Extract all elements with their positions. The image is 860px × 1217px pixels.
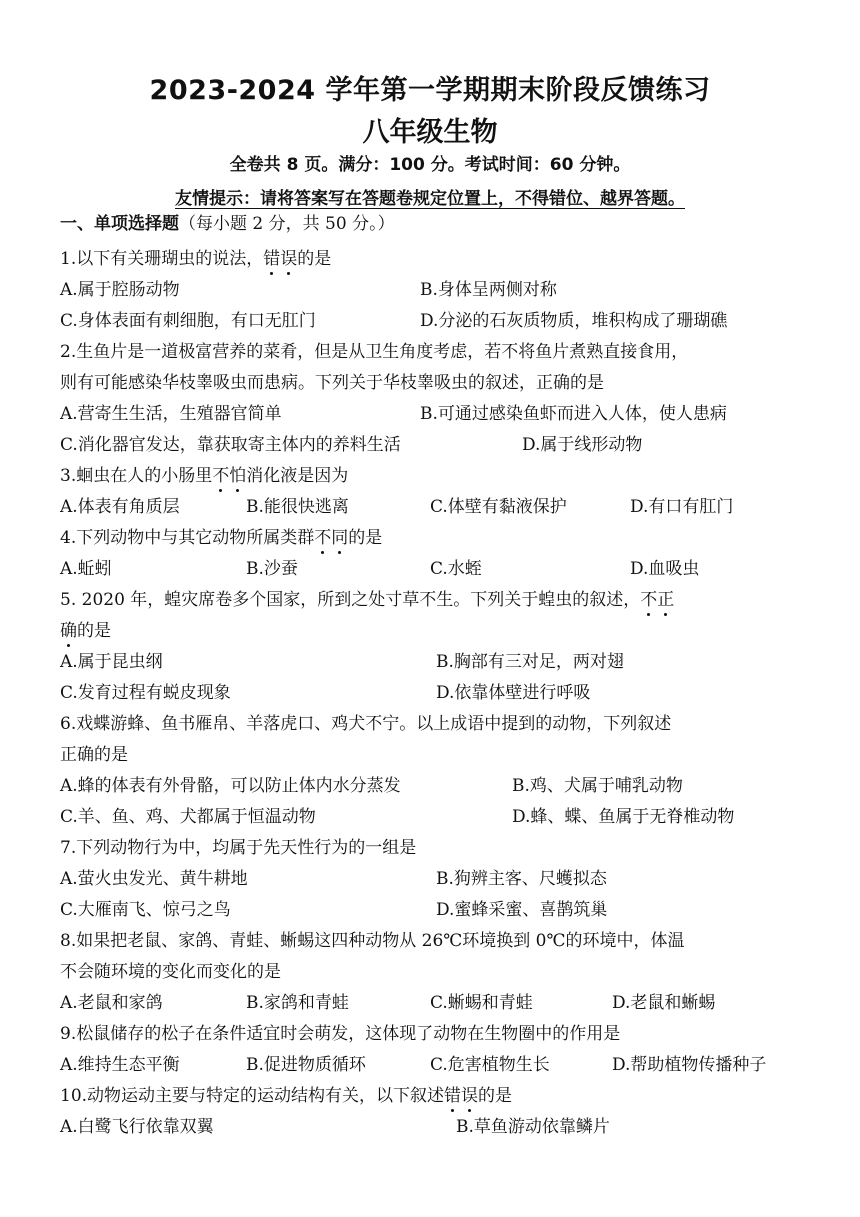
- question-9-option-b[interactable]: B.促进物质循环: [246, 1055, 366, 1075]
- question-8-option-b[interactable]: B.家鸽和青蛙: [246, 993, 349, 1013]
- question-1-option-a[interactable]: A.属于腔肠动物: [60, 280, 180, 300]
- question-5-option-d[interactable]: D.依靠体壁进行呼吸: [436, 683, 591, 703]
- question-2-stem-line-2: 则有可能感染华枝睾吸虫而患病。下列关于华枝睾吸虫的叙述，正确的是: [60, 373, 604, 393]
- question-4-stem: [60, 527, 382, 549]
- emphasis-word: 确: [60, 621, 77, 641]
- question-text: 4.下列动物中与其它动物所属类群: [60, 528, 315, 548]
- exam-tip: 友情提示：请将答案写在答题卷规定位置上，不得错位、越界答题。: [175, 189, 685, 209]
- question-8-option-c[interactable]: C.蜥蜴和青蛙: [430, 993, 533, 1013]
- question-text: 的是: [348, 528, 383, 548]
- question-7-stem: 7.下列动物行为中，均属于先天性行为的一组是: [60, 838, 417, 858]
- emphasis-dot: [664, 613, 667, 616]
- question-text: 10.动物运动主要与特定的运动结构有关，以下叙述: [60, 1086, 445, 1106]
- question-9-option-a[interactable]: A.维持生态平衡: [60, 1055, 180, 1075]
- question-1-option-b[interactable]: B.身体呈两侧对称: [420, 280, 557, 300]
- emphasis-dot: [321, 551, 324, 554]
- question-5-stem-line-1: [60, 589, 674, 611]
- question-4-option-c[interactable]: C.水蛭: [430, 559, 482, 579]
- question-5-stem-line-2: [60, 620, 111, 642]
- question-7-option-a[interactable]: A.萤火虫发光、黄牛耕地: [60, 869, 248, 889]
- emphasis-text: [60, 621, 77, 641]
- question-6-option-b[interactable]: B.鸡、犬属于哺乳动物: [512, 776, 683, 796]
- question-5-option-a[interactable]: A.属于昆虫纲: [60, 652, 163, 672]
- question-text: 的是: [77, 621, 111, 641]
- question-2-stem-line-1: 2.生鱼片是一道极富营养的菜肴，但是从卫生角度考虑，若不将鱼片煮熟直接食用，: [60, 342, 689, 362]
- question-text: 1.以下有关珊瑚虫的说法，: [60, 249, 264, 269]
- question-3-option-a[interactable]: A.体表有角质层: [60, 497, 180, 517]
- question-8-option-a[interactable]: A.老鼠和家鸽: [60, 993, 163, 1013]
- question-3-option-b[interactable]: B.能很快逃离: [246, 497, 349, 517]
- emphasis-word: 不同: [314, 528, 349, 548]
- question-7-option-b[interactable]: B.狗辨主客、尺蠖拟态: [436, 869, 607, 889]
- question-3-stem: [60, 465, 348, 487]
- question-2-option-d[interactable]: D.属于线形动物: [522, 435, 643, 455]
- question-6-option-c[interactable]: C.羊、鱼、鸡、犬都属于恒温动物: [60, 807, 316, 827]
- emphasis-dot: [236, 489, 239, 492]
- emphasis-dot: [287, 272, 290, 275]
- question-7-option-d[interactable]: D.蜜蜂采蜜、喜鹊筑巢: [436, 900, 608, 920]
- question-text: 的是: [478, 1086, 513, 1106]
- emphasis-word: 错误: [263, 249, 298, 269]
- emphasis-dot: [338, 551, 341, 554]
- question-6-option-a[interactable]: A.蜂的体表有外骨骼，可以防止体内水分蒸发: [60, 776, 401, 796]
- emphasis-dot: [270, 272, 273, 275]
- question-7-option-c[interactable]: C.大雁南飞、惊弓之鸟: [60, 900, 231, 920]
- question-8-stem-line-1: 8.如果把老鼠、家鸽、青蛙、蜥蜴这四种动物从 26℃环境换到 0℃的环境中，体温: [60, 931, 685, 951]
- question-2-option-b[interactable]: B.可通过感染鱼虾而进入人体，使人患病: [420, 404, 727, 424]
- question-10-stem: [60, 1085, 512, 1107]
- question-1-stem: [60, 248, 331, 270]
- question-3-option-d[interactable]: D.有口有肛门: [630, 497, 734, 517]
- question-1-option-d[interactable]: D.分泌的石灰质物质，堆积构成了珊瑚礁: [420, 311, 728, 331]
- emphasis-dot: [219, 489, 222, 492]
- question-6-stem-line-1: 6.戏蝶游蜂、鱼书雁帛、羊落虎口、鸡犬不宁。以上成语中提到的动物，下列叙述: [60, 714, 672, 734]
- emphasis-dot: [647, 613, 650, 616]
- question-4-option-a[interactable]: A.蚯蚓: [60, 559, 112, 579]
- question-10-option-b[interactable]: B.草鱼游动依靠鳞片: [456, 1117, 610, 1137]
- question-8-stem-line-2: 不会随环境的变化而变化的是: [60, 962, 281, 982]
- question-4-option-d[interactable]: D.血吸虫: [630, 559, 700, 579]
- question-text: 3.蛔虫在人的小肠里: [60, 466, 213, 486]
- emphasis-dot: [67, 644, 70, 647]
- question-2-option-a[interactable]: A.营寄生生活，生殖器官简单: [60, 404, 282, 424]
- question-6-option-d[interactable]: D.蜂、蝶、鱼属于无脊椎动物: [512, 807, 735, 827]
- exam-title: 2023-2024 学年第一学期期末阶段反馈练习: [149, 75, 711, 106]
- section-heading: [60, 213, 395, 235]
- question-4-option-b[interactable]: B.沙蚕: [246, 559, 298, 579]
- question-1-option-c[interactable]: C.身体表面有刺细胞，有口无肛门: [60, 311, 316, 331]
- question-10-option-a[interactable]: A.白鹭飞行依靠双翼: [60, 1117, 214, 1137]
- question-text: 的是: [297, 249, 332, 269]
- question-5-option-c[interactable]: C.发育过程有蜕皮现象: [60, 683, 231, 703]
- question-text: 消化液是因为: [246, 466, 349, 486]
- emphasis-text: [212, 466, 246, 486]
- section-title: 一、单项选择题: [60, 214, 179, 234]
- emphasis-text: [263, 249, 297, 269]
- emphasis-dot: [451, 1109, 454, 1112]
- exam-subject: 八年级生物: [362, 117, 498, 148]
- question-2-option-c[interactable]: C.消化器官发达，靠获取寄主体内的养料生活: [60, 435, 401, 455]
- emphasis-text: [314, 528, 348, 548]
- section-note: （每小题 2 分，共 50 分。）: [179, 214, 395, 234]
- emphasis-word: 错误: [444, 1086, 479, 1106]
- question-5-option-b[interactable]: B.胸部有三对足，两对翅: [436, 652, 624, 672]
- exam-info: 全卷共 8 页。满分：100 分。考试时间：60 分钟。: [229, 155, 631, 175]
- question-9-option-c[interactable]: C.危害植物生长: [430, 1055, 550, 1075]
- emphasis-word: 不正: [640, 590, 675, 610]
- question-text: 5. 2020 年，蝗灾席卷多个国家，所到之处寸草不生。下列关于蝗虫的叙述，: [60, 590, 641, 610]
- question-9-stem: 9.松鼠储存的松子在条件适宜时会萌发，这体现了动物在生物圈中的作用是: [60, 1024, 621, 1044]
- emphasis-text: [640, 590, 674, 610]
- exam-tip-row: [0, 184, 860, 209]
- question-9-option-d[interactable]: D.帮助植物传播种子: [612, 1055, 767, 1075]
- emphasis-text: [444, 1086, 478, 1106]
- emphasis-dot: [468, 1109, 471, 1112]
- question-3-option-c[interactable]: C.体壁有黏液保护: [430, 497, 567, 517]
- question-6-stem-line-2: 正确的是: [60, 745, 128, 765]
- question-8-option-d[interactable]: D.老鼠和蜥蜴: [612, 993, 716, 1013]
- emphasis-word: 不怕: [212, 466, 247, 486]
